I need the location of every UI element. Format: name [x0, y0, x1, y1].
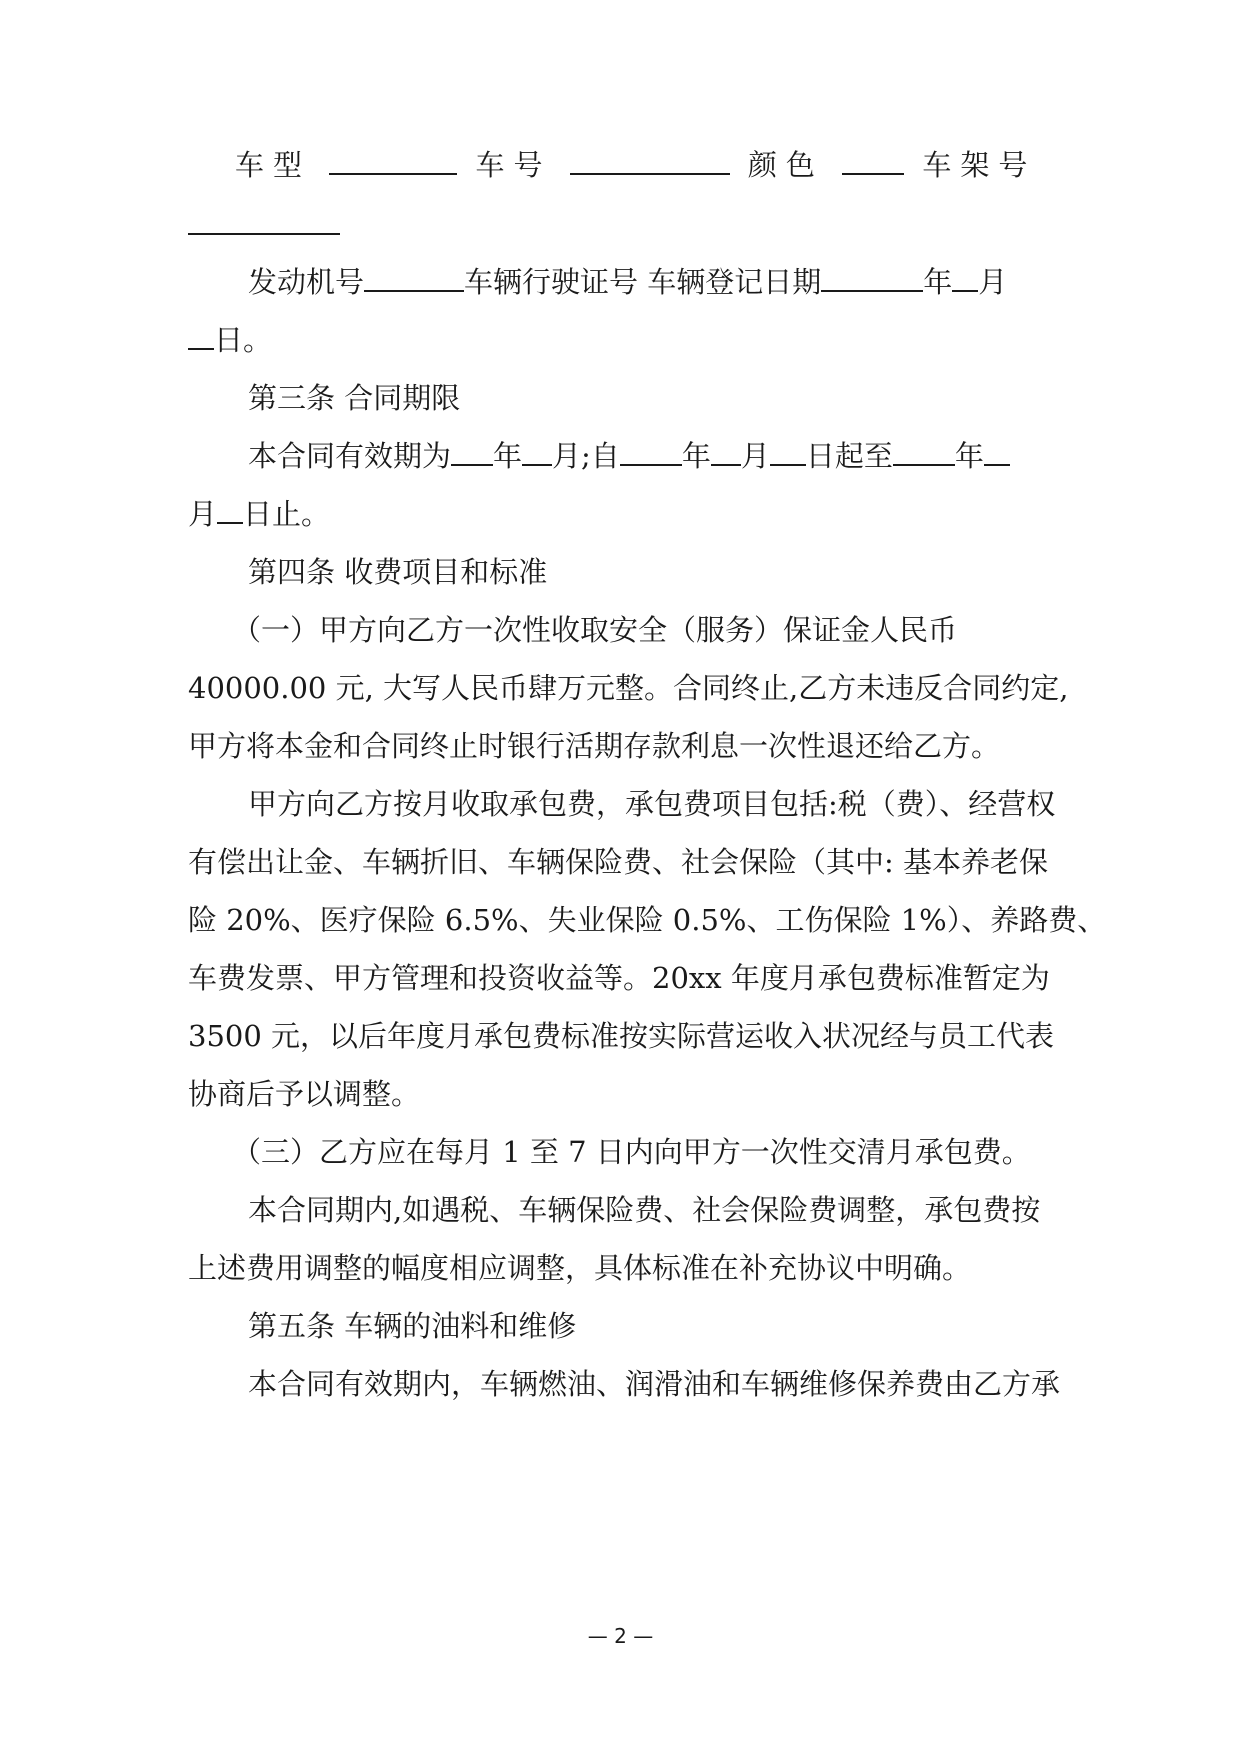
article-4-p1-line-3: 甲方将本金和合同终止时银行活期存款利息一次性退还给乙方。: [188, 729, 1001, 763]
vehicle-frame-blank-line: [188, 205, 1058, 245]
article-4-p3: （三）乙方应在每月 1 至 7 日内向甲方一次性交清月承包费。: [232, 1135, 1031, 1169]
start-month-unit: 月: [740, 439, 770, 473]
article-5-heading: 第五条 车辆的油料和维修: [248, 1309, 577, 1343]
end-year-blank: [893, 438, 955, 466]
article-3-term-line-2: [188, 494, 1058, 534]
vehicle-type-blank: [329, 147, 457, 175]
article-4-p2-line-3: 险 20%、医疗保险 6.5%、失业保险 0.5%、工伤保险 1%）、养路费、: [188, 903, 1107, 937]
month-label: 月: [978, 265, 1008, 299]
vehicle-plate-blank: [570, 147, 730, 175]
vehicle-color-blank: [842, 147, 904, 175]
end-day-blank: [217, 496, 243, 524]
vehicle-frame-label: 车架号: [922, 148, 1037, 182]
vehicle-info-line-1: [235, 145, 1037, 185]
day-label: 日。: [214, 323, 273, 357]
vehicle-color-label: 颜色: [747, 148, 824, 182]
end-day-unit: 日止。: [243, 497, 331, 531]
engine-blank: [364, 264, 464, 292]
regdate-year-blank: [821, 264, 923, 292]
article-5-p1-line-1: 本合同有效期内，车辆燃油、润滑油和车辆维修保养费由乙方承: [248, 1367, 1061, 1401]
article-4-p2-line-5: 3500 元，以后年度月承包费标准按实际营运收入状况经与员工代表: [188, 1019, 1055, 1053]
start-day-unit: 日起至: [805, 439, 893, 473]
regdate-label: 车辆登记日期: [647, 265, 822, 299]
article-4-heading: 第四条 收费项目和标准: [248, 555, 548, 589]
license-label: 车辆行驶证号: [464, 265, 639, 299]
vehicle-info-line-2: [248, 262, 1058, 302]
term-months-blank: [522, 438, 552, 466]
article-4-p4-line-2: 上述费用调整的幅度相应调整，具体标准在补充协议中明确。: [188, 1251, 972, 1285]
end-year-unit: 年: [954, 439, 984, 473]
regdate-month-blank: [952, 264, 978, 292]
article-4-p2-line-6: 协商后予以调整。: [188, 1077, 421, 1111]
term-month-unit: 月;自: [552, 439, 620, 473]
end-month-unit: 月: [188, 497, 218, 531]
vehicle-plate-label: 车号: [475, 148, 552, 182]
article-4-p4-line-1: 本合同期内,如遇税、车辆保险费、社会保险费调整，承包费按: [248, 1193, 1041, 1227]
article-3-heading: 第三条 合同期限: [248, 381, 461, 415]
article-4-p2-line-1: 甲方向乙方按月收取承包费，承包费项目包括:税（费）、经营权: [248, 787, 1056, 821]
article-4-p1-line-2: 40000.00 元, 大写人民币肆万元整。合同终止,乙方未违反合同约定,: [188, 671, 1069, 705]
term-year-unit: 年: [493, 439, 523, 473]
article-4-p1-line-1: （一）甲方向乙方一次性收取安全（服务）保证金人民币: [232, 613, 958, 647]
article-4-p2-line-2: 有偿出让金、车辆折旧、车辆保险费、社会保险（其中: 基本养老保: [188, 845, 1048, 879]
year-label: 年: [923, 265, 953, 299]
end-month-blank-a: [984, 438, 1010, 466]
page-number: — 2 —: [587, 1624, 654, 1648]
regdate-day-blank: [188, 322, 214, 350]
start-year-unit: 年: [681, 439, 711, 473]
start-year-blank: [620, 438, 682, 466]
vehicle-frame-blank: [188, 207, 340, 235]
article-4-p2-line-4: 车费发票、甲方管理和投资收益等。20xx 年度月承包费标准暂定为: [188, 961, 1050, 995]
term-intro: 本合同有效期为: [248, 439, 452, 473]
start-day-blank: [770, 438, 806, 466]
start-month-blank: [711, 438, 741, 466]
vehicle-info-line-3: [188, 320, 1058, 360]
term-years-blank: [451, 438, 493, 466]
article-3-term-line-1: [248, 436, 1058, 476]
vehicle-type-label: 车型: [235, 148, 312, 182]
engine-label: 发动机号: [248, 265, 365, 299]
